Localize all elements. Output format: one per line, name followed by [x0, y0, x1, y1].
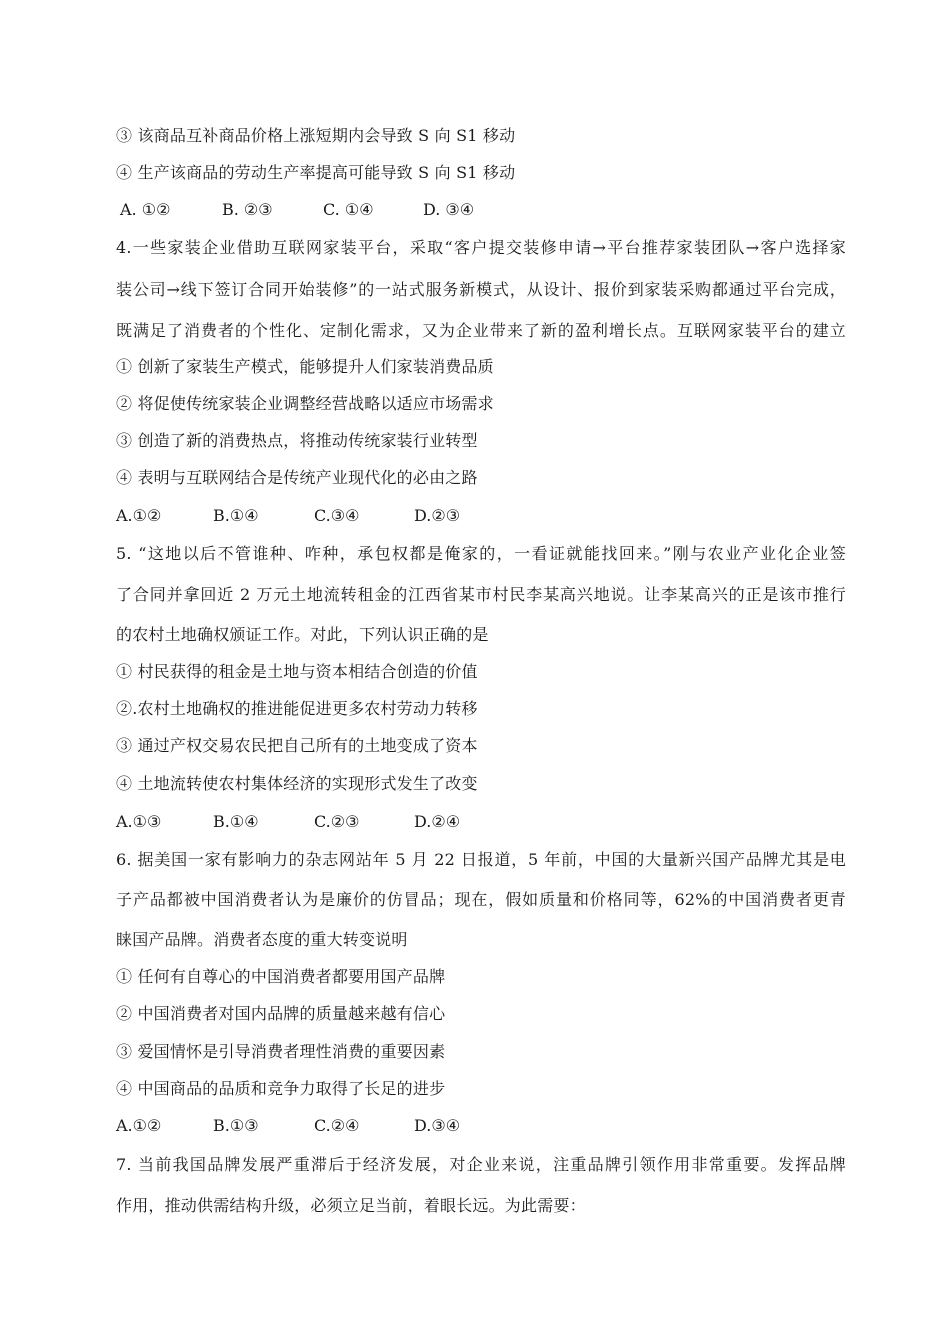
q6-statement-1: ① 任何有自尊心的中国消费者都要用国产品牌 [116, 967, 446, 986]
q4-option-b: B.①④ [213, 506, 259, 525]
q5-stem-line-3: 的农村土地确权颁证工作。对此，下列认识正确的是 [116, 625, 489, 644]
q6-option-c: C.②④ [314, 1116, 360, 1135]
q6-stem-line-2: 子产品都被中国消费者认为是廉价的仿冒品；现在，假如质量和价格同等，62%的中国消费者更青 [116, 890, 846, 909]
q4-option-a: A.①② [116, 506, 162, 525]
q6-options [116, 1116, 460, 1136]
q6-stem-line-1: 6. 据美国一家有影响力的杂志网站年 5 月 22 日报道，5 年前，中国的大量新兴国产品牌尤其是电 [116, 850, 846, 869]
q5-options [116, 812, 460, 832]
q3-statement-4: ④ 生产该商品的劳动生产率提高可能导致 S 向 S1 移动 [116, 163, 516, 182]
q7-stem-line-1: 7. 当前我国品牌发展严重滞后于经济发展，对企业来说，注重品牌引领作用非常重要。发挥品牌 [116, 1155, 846, 1174]
q5-option-c: C.②③ [314, 812, 360, 831]
q6-statement-2: ② 中国消费者对国内品牌的质量越来越有信心 [116, 1004, 446, 1023]
q4-statement-3: ③ 创造了新的消费热点，将推动传统家装行业转型 [116, 431, 478, 450]
q5-stem-line-1: 5. “这地以后不管谁种、咋种，承包权都是俺家的，一看证就能找回来。”刚与农业产业化企业签 [116, 544, 846, 563]
q3-option-c: C. ①④ [323, 200, 374, 219]
q4-stem-line-3: 既满足了消费者的个性化、定制化需求，又为企业带来了新的盈利增长点。互联网家装平台的建立 [116, 321, 846, 340]
q4-stem-line-2: 装公司→线下签订合同开始装修”的一站式服务新模式，从设计、报价到家装采购都通过平台完成， [116, 280, 846, 299]
q3-option-d: D. ③④ [423, 200, 475, 219]
q7-stem-line-2: 作用，推动供需结构升级，必须立足当前，着眼长远。为此需要： [116, 1196, 586, 1215]
q5-statement-4: ④ 土地流转使农村集体经济的实现形式发生了改变 [116, 774, 478, 793]
q4-stem-line-1: 4.一些家装企业借助互联网家装平台，采取“客户提交装修申请→平台推荐家装团队→客户选择家 [116, 238, 846, 257]
q5-stem-line-2: 了合同并拿回近 2 万元土地流转租金的江西省某市村民李某高兴地说。让李某高兴的正是该市推行 [116, 585, 846, 604]
q4-statement-2: ② 将促使传统家装企业调整经营战略以适应市场需求 [116, 394, 494, 413]
q4-options [116, 506, 460, 526]
q4-option-c: C.③④ [314, 506, 360, 525]
q6-option-b: B.①③ [213, 1116, 259, 1135]
q4-statement-1: ① 创新了家装生产模式，能够提升人们家装消费品质 [116, 357, 494, 376]
q6-stem-line-3: 睐国产品牌。消费者态度的重大转变说明 [116, 930, 408, 949]
q5-option-d: D.②④ [414, 812, 461, 831]
q4-option-d: D.②③ [414, 506, 461, 525]
q5-statement-3: ③ 通过产权交易农民把自己所有的土地变成了资本 [116, 736, 478, 755]
q5-statement-2: ②.农村土地确权的推进能促进更多农村劳动力转移 [116, 699, 478, 718]
q5-option-b: B.①④ [213, 812, 259, 831]
q3-option-b: B. ②③ [222, 200, 273, 219]
q6-statement-3: ③ 爱国情怀是引导消费者理性消费的重要因素 [116, 1042, 446, 1061]
q5-statement-1: ① 村民获得的租金是土地与资本相结合创造的价值 [116, 662, 478, 681]
q4-statement-4: ④ 表明与互联网结合是传统产业现代化的必由之路 [116, 468, 478, 487]
q6-statement-4: ④ 中国商品的品质和竞争力取得了长足的进步 [116, 1079, 446, 1098]
q3-options [120, 200, 474, 220]
q6-option-a: A.①② [116, 1116, 162, 1135]
q3-statement-3: ③ 该商品互补商品价格上涨短期内会导致 S 向 S1 移动 [116, 126, 516, 145]
q6-option-d: D.③④ [414, 1116, 461, 1135]
q5-option-a: A.①③ [116, 812, 162, 831]
q3-option-a: A. ①② [120, 200, 171, 219]
